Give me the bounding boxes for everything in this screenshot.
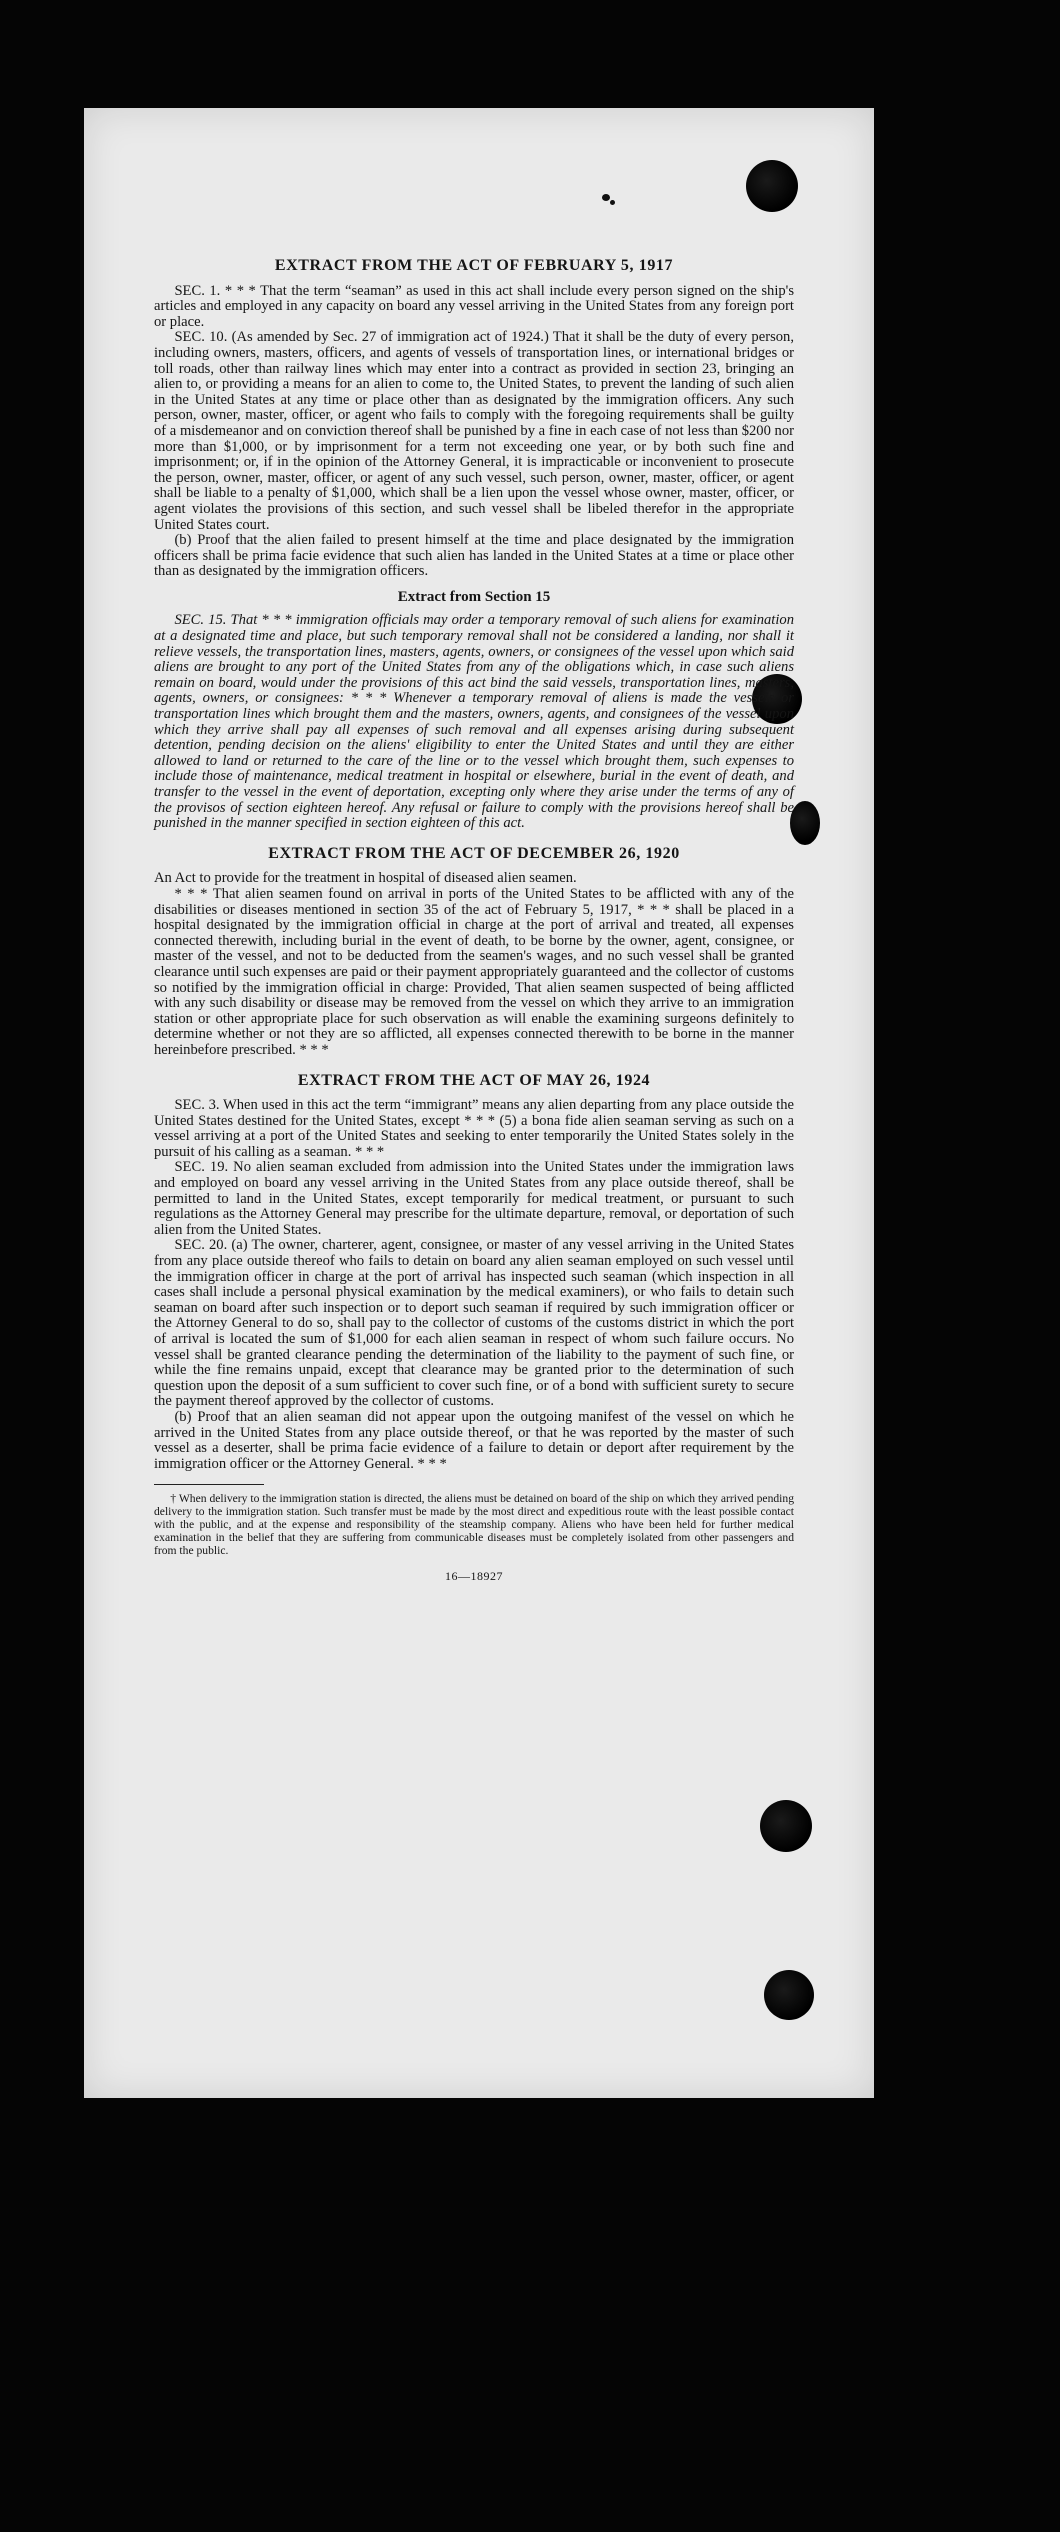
sec-10-paragraph: SEC. 10. (As amended by Sec. 27 of immigration act of 1924.) That it shall be the duty of every person, including owners, masters, officers, and agents of vessels of transportation lines, or international bridges or toll roads, other than railway lines which may enter into a contract as provided in section 23, bringing an alien to, or providing a means for an alien to come to, the United States, to prevent the landing of such alien in the United States at any time or place other than as designated by the immigration officers. Any such person, owner, master, officer, or agent who fails to comply with the foregoing requirements shall be guilty of a misdemeanor and on conviction thereof shall be punished by a fine in each case of not less than $200 nor more than $1,000, or by imprisonment for a term not exceeding one year, or by both such fine and imprisonment; or, if in the opinion of the Attorney General, it is impracticable or inconvenient to prosecute the person, owner, master, officer, or agent of any such vessel, such person, owner, master, officer, or agent shall be liable to a penalty of $1,000, which shall be a lien upon the vessel whose owner, master, officer, or agent violates the provisions of this section, and such vessel shall be libeled therefor in the appropriate United States court. — [154, 329, 794, 533]
sec-10-b-paragraph: (b) Proof that the alien failed to present himself at the time and place designated by the immigration officers shall be prima facie evidence that such alien has landed in the United States at a time or place other than as designated by the immigration officers. — [154, 532, 794, 580]
punch-hole-top-right — [746, 160, 798, 212]
heading-extract-section-15: Extract from Section 15 — [397, 588, 551, 605]
sec-20-a-paragraph: SEC. 20. (a) The owner, charterer, agent, consignee, or master of any vessel arriving in the United States from any place outside thereof who fails to detain on board any alien seaman employed on such vessel until the immigration officer in charge at the port of arrival has inspected such seaman (which inspection in all cases shall include a personal physical examination by the medical examiners), or who fails to detain such seaman on board after such inspection or to deport such seaman if required by such immigration officer or the Attorney General to do so, shall pay to the collector of customs of the customs district in which the port of arrival is located the sum of $1,000 for each alien seaman in respect of whom such failure occurs. No vessel shall be granted clearance pending the determination of the liability to the payment of such fine, or while the fine remains unpaid, except that clearance may be granted prior to the determination of such question upon the deposit of a sum sufficient to cover such fine, or of a bond with sufficient surety to secure the payment thereof approved by the collector of customs. — [154, 1237, 794, 1410]
ink-speck — [602, 194, 610, 201]
footnote-divider — [154, 1484, 264, 1485]
heading-act-dec-1920: EXTRACT FROM THE ACT OF DECEMBER 26, 1920 — [268, 844, 680, 862]
sec-1-paragraph: SEC. 1. * * * That the term “seaman” as used in this act shall include every person signed on the ship's articles and employed in any capacity on board any vessel arriving in the United States from any foreign port or place. — [154, 282, 794, 330]
sec-3-paragraph: SEC. 3. When used in this act the term “immigrant” means any alien departing from any place outside the United States destined for the United States, except * * * (5) a bona fide alien seaman serving as such on a vessel arriving at a port of the United States and seeking to enter temporarily the United States solely in the pursuit of his calling as a seaman. * * * — [154, 1097, 794, 1160]
punch-hole-right-lower — [760, 1800, 812, 1852]
footnote: † When delivery to the immigration station is directed, the aliens must be detained on board of the ship on which they arrived pending delivery to the immigration station. Such transfer must be made by the most direct and expeditious route with the least possible contact with the public, and at the expense and responsibility of the steamship company. Aliens who have been held for further medical examination in the belief that they are suffering from communicable diseases must be completely isolated from other passengers and from the public. — [154, 1492, 794, 1557]
punch-hole-bottom-right — [764, 1970, 814, 2020]
heading-act-may-1924: EXTRACT FROM THE ACT OF MAY 26, 1924 — [297, 1071, 651, 1089]
document-page — [84, 108, 874, 2098]
punch-hole-right-middle — [790, 801, 820, 845]
sec-20-b-paragraph: (b) Proof that an alien seaman did not appear upon the outgoing manifest of the vessel on which he arrived in the United States from any place outside thereof, or that he was reported by the master of such vessel as a deserter, shall be prima facie evidence of a failure to detain or deport after requirement by the immigration officer or the Attorney General. * * * — [154, 1408, 794, 1472]
page-number: 16—18927 — [445, 1569, 503, 1584]
sec-15-paragraph: SEC. 15. That * * * immigration officials may order a temporary removal of such aliens for examination at a designated time and place, but such temporary removal shall not be considered a landing, nor shall it relieve vessels, the transportation lines, masters, agents, owners, or consignees of the vessel upon which said aliens are brought to any port of the United States from any of the obligations which, in case such aliens remain on board, would under the provisions of this act bind the said vessels, transportation lines, masters, agents, owners, or consignees: * * * Whenever a temporary removal of aliens is made the vessels or transportation lines which brought them and the masters, owners, agents, and consignees of the vessel upon which they arrive shall pay all expenses of such removal and all expenses arising during subsequent detention, pending decision on the aliens' eligibility to enter the United States and until they are either allowed to land or returned to the care of the line or to the vessel which brought them, such expenses to include those of maintenance, medical treatment in hospital or elsewhere, burial in the event of death, and transfer to the vessel in the event of deportation, excepting only where they arise under the terms of any of the provisos of section eighteen hereof. Any refusal or failure to comply with the provisions hereof shall be punished in the manner specified in section eighteen of this act. — [154, 612, 794, 832]
act-1920-paragraph: * * * That alien seamen found on arrival in ports of the United States to be afflicted with any of the disabilities or diseases mentioned in section 35 of the act of February 5, 1917, * * * shall be placed in a hospital designated by the immigration official in charge at the port of arrival and treated, all expenses connected therewith, including burial in the event of death, to be borne by the owner, agent, consignee, or master of the vessel, and not to be deducted from the seamen's wages, and no such vessel shall be granted clearance until such expenses are paid or their payment appropriately guaranteed and the collector of customs so notified by the immigration official in charge: Provided, That alien seamen suspected of being afflicted with any such disability or disease may be removed from the vessel on which they arrive to an immigration station or other appropriate place for such observation as will enable the examining surgeons definitely to determine whether or not they are so afflicted, all expenses connected therewith to be borne in the manner hereinbefore prescribed. * * * — [154, 885, 794, 1058]
document-text — [154, 258, 794, 1585]
ink-speck — [610, 200, 615, 205]
sec-19-paragraph: SEC. 19. No alien seaman excluded from admission into the United States under the immigration laws and employed on board any vessel arriving in the United States from any place outside thereof, shall be permitted to land in the United States, except temporarily for medical treatment, or pursuant to such regulations as the Attorney General may prescribe for the ultimate departure, removal, or deportation of such alien from the United States. — [154, 1159, 794, 1238]
heading-act-feb-1917: EXTRACT FROM THE ACT OF FEBRUARY 5, 1917 — [274, 257, 674, 274]
act-1920-title: An Act to provide for the treatment in hospital of diseased alien seamen. — [154, 870, 577, 887]
